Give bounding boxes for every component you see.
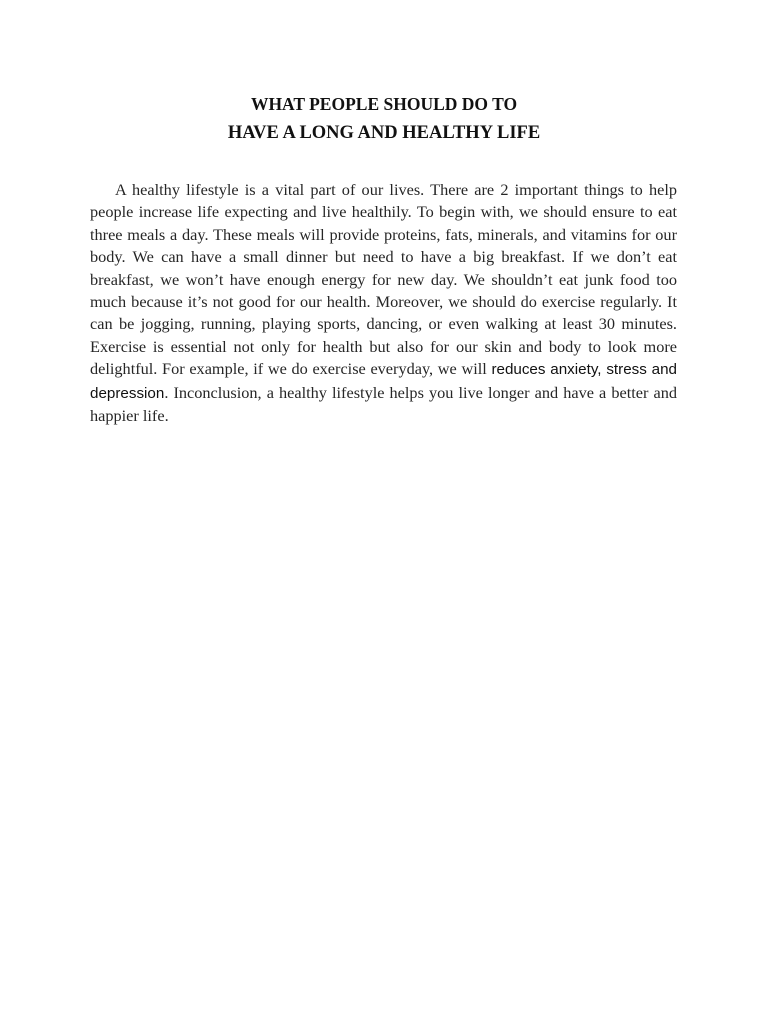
- body-paragraph: [90, 179, 677, 427]
- title-line-1: WHAT PEOPLE SHOULD DO TO: [250, 94, 518, 114]
- title-line-2: HAVE A LONG AND HEALTHY LIFE: [227, 123, 541, 143]
- paragraph-text-part-2: reduces anxiety, stress and depression: [90, 361, 677, 402]
- paragraph-text-part-3: . Inconclusion, a healthy lifestyle helps you live longer and have a better and happier life.: [90, 382, 677, 426]
- paragraph-text-part-1: A healthy lifestyle is a vital part of our lives. There are 2 important things to help people increase life expecting and live healthily. To begin with, we should ensure to eat three meals a day. These meals will provide proteins, fats, minerals, and vitamins for our body. We can have a small dinner but need to have a big breakfast. If we don’t eat breakfast, we won’t have enough energy for new day. We shouldn’t eat junk food too much because it’s not good for our health. Moreover, we should do exercise regularly. It can be jogging, running, playing sports, dancing, or even walking at least 30 minutes. Exercise is essential not only for health but also for our skin and body to look more delightful. For example, if we do exercise everyday, we will: [90, 180, 677, 379]
